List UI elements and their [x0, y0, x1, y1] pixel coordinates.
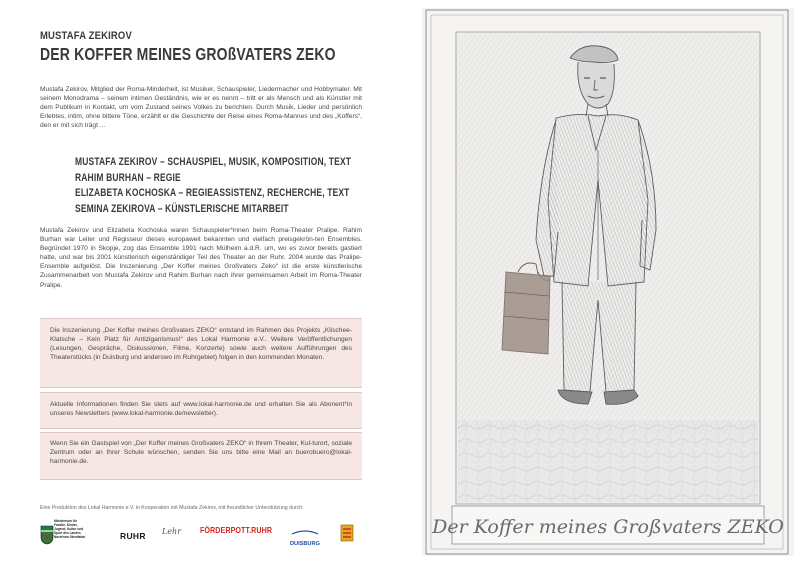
ruhr-logo — [120, 526, 152, 540]
foerderpott-logo — [200, 525, 273, 541]
drawing-panel — [412, 0, 800, 563]
page-title: DER KOFFER MEINES GROßVATERS ZEKO — [40, 44, 336, 64]
drawing-caption: Der Koffer meines Großvaters ZEKO — [432, 516, 784, 538]
guest-performance-box: Wenn Sie ein Gastspiel von „Der Koffer meines Großvaters ZEKO“ in Ihrem Theater, Kul-turort, soziale Zentrum oder an Ihrer Schule wünschen, senden Sie uns bitte eine Mail an buerobuero@lokal-harmonie.de. — [40, 432, 362, 480]
foerderpott-logo-text: FÖRDERPOTT.RUHR — [200, 525, 273, 535]
newsletter-info-box: Aktuelle Informationen finden Sie stets auf www.lokal-harmonie.de und erhalten Sie als Abonent*in unseres Newsletters (www.lokal-harmonie.de/newsletter). — [40, 392, 362, 429]
production-note: Eine Produktion des Lokal Harmonie e.V. in Kooperation mit Mustafa Zekirov, mit freundlicher Unterstützung durch: — [40, 505, 304, 511]
pencil-drawing-illustration — [412, 0, 800, 563]
intro-paragraph: Mustafa Zekirov, Mitglied der Roma-Minderheit, ist Musiker, Schauspieler, Liedermacher und Hobbymaler. Mit seinem Monodrama – seinem intimen Geständnis, wie er es nennt – tritt er als Mensch und als Künstler mit dem Publikum in Kontakt, um vom Zustand seines Volkes zu berichten. Durch Musik, Lieder und persönlich Erlebtes, intim, ohne bittere Töne, erzählt er die Geschichte der Reise eines Roma-Mannes und des „Koffers“, den er mit sich trägt ... — [40, 86, 362, 130]
nrw-ministry-logo — [40, 519, 86, 547]
credit-item: SEMINA ZEKIROVA – KÜNSTLERISCHE MITARBEIT — [75, 202, 289, 215]
credit-item: ELIZABETA KOCHOSKA – REGIEASSISTENZ, RECHERCHE, TEXT — [75, 187, 350, 200]
credits-list — [75, 155, 420, 217]
lehr-logo — [162, 521, 186, 545]
crest-icon — [340, 524, 354, 542]
duisburg-logo — [290, 523, 320, 547]
credit-item: MUSTAFA ZEKIROV – SCHAUSPIEL, MUSIK, KOMPOSITION, TEXT — [75, 156, 352, 168]
author-name: MUSTAFA ZEKIROV — [40, 30, 132, 42]
history-paragraph: Mustafa Zekirov und Elizabeta Kochoska waren Schauspieler*innen beim Roma-Theater Pralipe. Rahim Burhan war Leiter und Regisseur dieses europaweit bekannten und vielfach preisgekrön-ten Ensembles. Begründet 1970 in Skopje, zog das Ensemble 1991 nach Mülheim a.d.R. um, wo es zuvor bereits gastiert hatte, und war bis 2001 künstlerisch eigenständiger Teil des Theater an der Ruhr. 2004 wurde das Pralipe-Ensemble aufgelöst. Die Inszenierung „Der Koffer meines Großvaters Zeko“ ist die erste künstlerische Zusammenarbeit von Mustafa Zekirov und Rahim Burhan nach ihrer gemeinsamen Arbeit im Roma-Theater Pralipe. — [40, 227, 362, 289]
sponsor-logos — [40, 517, 365, 547]
credit-item: RAHIM BURHAN – REGIE — [75, 171, 181, 184]
lehr-logo-text: Lehr — [162, 527, 182, 536]
project-info-box: Die Inszenierung „Der Koffer meines Großvaters ZEKO“ entstand im Rahmen des Projekts „Klischee-Klatsche – Kein Platz für Antiziganismus!“ des Lokal Harmonie e.V.. Weitere Veröffentlichungen (Lesungen, Gespräche, Diskussionen, Filme, Konzerte) sowie auch weitere Aufführungen des Theaterstücks (in Duisburg und anderswo im Ruhrgebiet) folgen in den kommenden Monaten. — [40, 318, 362, 388]
duisburg-logo-text: DUISBURG — [290, 541, 320, 547]
ruhr-logo-text: RUHR — [120, 531, 146, 541]
nrw-ministry-text: Ministerium für Familie, Kinder, Jugend, Kultur und Sport des Landes Nordrhein-Westfalen — [54, 519, 86, 539]
